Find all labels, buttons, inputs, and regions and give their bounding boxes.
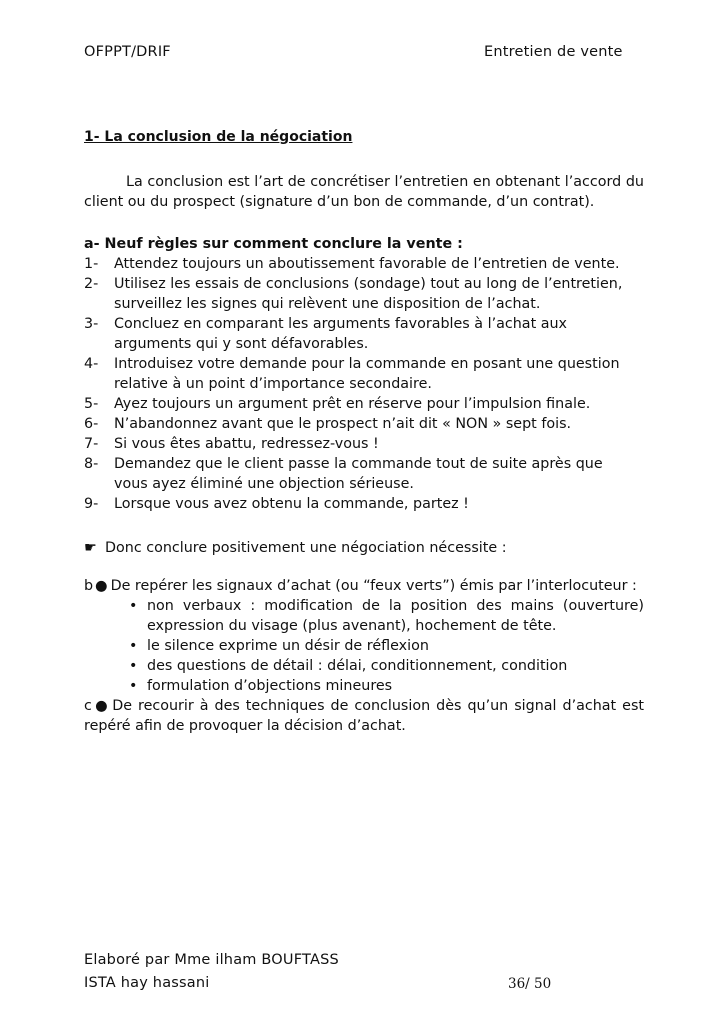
bullet-dot-icon: • [129,658,138,674]
list-item-text: des questions de détail : délai, conditionnement, condition [147,658,568,674]
list-item [84,656,644,676]
list-item [84,636,644,656]
b-text: De repérer les signaux d’achat (ou “feux verts”) émis par l’interlocuteur : [110,578,637,594]
list-item [84,454,640,494]
list-item-text: non verbaux : modification de la position des mains (ouverture) expression du visage (plus avenant), hochement de tête. [147,598,644,634]
list-item-number: 9- [84,496,99,512]
list-item [84,254,640,274]
list-item-text: le silence exprime un désir de réflexion [147,638,429,654]
list-item-text: Si vous êtes abattu, redressez-vous ! [114,436,379,452]
header-right: Entretien de vente [484,44,623,60]
intro-paragraph: La conclusion est l’art de concrétiser l’entretien en obtenant l’accord du client ou du prospect (signature d’un bon de commande, d’un contrat). [84,174,644,210]
list-item [84,354,640,394]
c-label: c [84,698,92,714]
list-item-text: Ayez toujours un argument prêt en réserve pour l’impulsion finale. [114,396,591,412]
list-item-number: 4- [84,356,99,372]
pointer-text: Donc conclure positivement une négociation nécessite : [105,540,507,556]
bullet-dot-icon: ● [93,698,110,714]
list-item-number: 7- [84,436,99,452]
list-item [84,314,640,354]
list-item [84,274,640,314]
list-item-text: N’abandonnez avant que le prospect n’ait dit « NON » sept fois. [114,416,572,432]
list-item-text: Lorsque vous avez obtenu la commande, partez ! [114,496,469,512]
list-item-number: 5- [84,396,99,412]
rules-heading: a- Neuf règles sur comment conclure la vente : [84,236,463,252]
list-item-text: Introduisez votre demande pour la commande en posant une question relative à un point d’importance secondaire. [114,356,620,392]
list-item-text: formulation d’objections mineures [147,678,393,694]
list-item-number: 8- [84,456,99,472]
list-item-number: 6- [84,416,99,432]
section-title: 1- La conclusion de la négociation [84,129,353,145]
footer-school: ISTA hay hassani [84,975,210,991]
bullet-dot-icon: • [129,598,138,614]
list-item [84,676,644,696]
c-paragraph [84,696,644,736]
list-item-number: 3- [84,316,99,332]
bullet-dot-icon: • [129,638,138,654]
pointer-line [84,538,644,558]
list-item-text: Demandez que le client passe la commande tout de suite après que vous ayez éliminé une objection sérieuse. [114,456,603,492]
page-number: 36/ 50 [508,976,552,992]
hand-pointer-icon: ☛ [84,540,97,556]
list-item-number: 1- [84,256,99,272]
b-line [84,576,644,596]
bullet-dot-icon: ● [95,578,108,594]
list-item [84,434,640,454]
list-item-text: Utilisez les essais de conclusions (sondage) tout au long de l’entretien, surveillez les signes qui relèvent une disposition de l’achat. [114,276,623,312]
b-label: b [84,578,94,594]
list-item-number: 2- [84,276,99,292]
list-item-text: Concluez en comparant les arguments favorables à l’achat aux arguments qui y sont défavorables. [114,316,567,352]
list-item [84,414,640,434]
rules-section [84,234,654,514]
c-text: De recourir à des techniques de conclusion dès qu’un signal d’achat est repéré afin de provoquer la décision d’achat. [84,698,644,734]
header-left: OFPPT/DRIF [84,44,171,60]
list-item-text: Attendez toujours un aboutissement favorable de l’entretien de vente. [114,256,620,272]
list-item [84,394,640,414]
list-item [84,494,640,514]
bullet-dot-icon: • [129,678,138,694]
footer-author: Elaboré par Mme ilham BOUFTASS [84,952,339,968]
list-item [84,596,644,636]
b-section [84,576,644,736]
